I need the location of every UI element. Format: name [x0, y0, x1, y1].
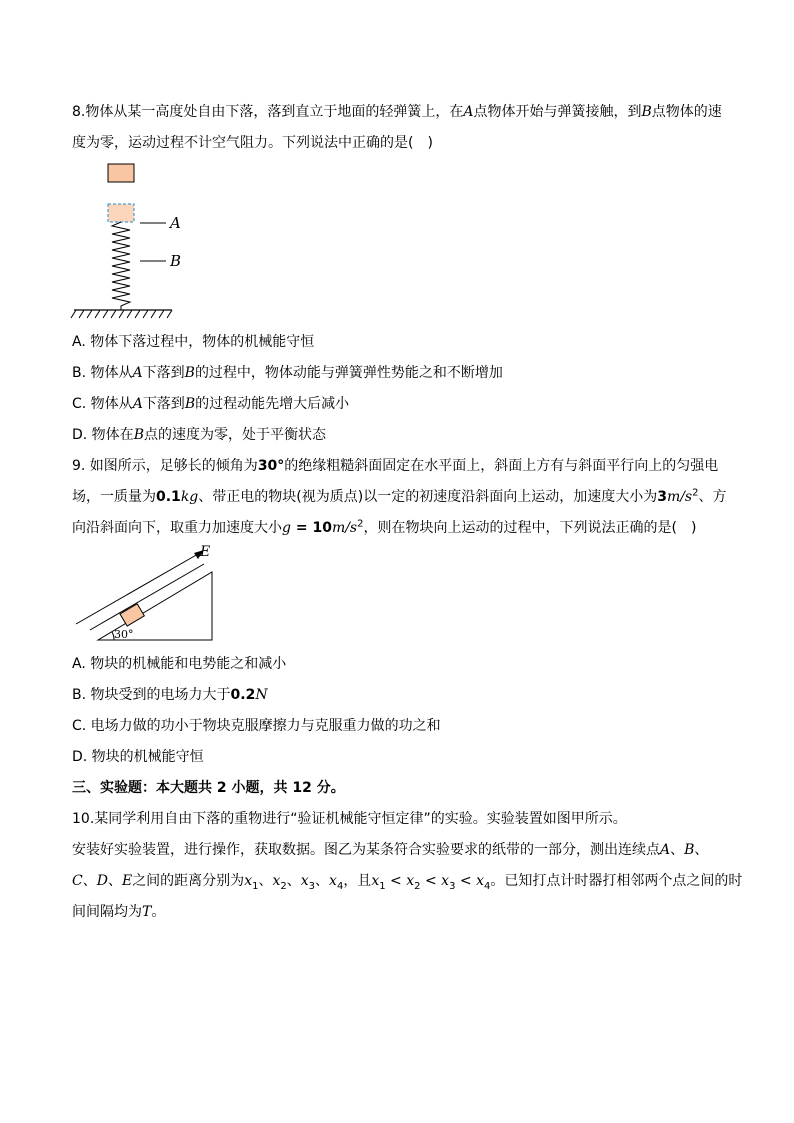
label-angle: 30°	[114, 628, 134, 641]
q8-option-b: B. 物体从A下落到B的过程中，物体动能与弹簧弹性势能之和不断增加	[72, 365, 503, 381]
q9-stem-line-3: 向沿斜面向下，取重力加速度大小$g = 10m/s^2$，则在物块向上运动的过程中，下列说法正确的是( )	[72, 518, 697, 536]
q10-stem-line-1: 10.某同学利用自由下落的重物进行“验证机械能守恒定律”的实验。实验装置如图甲所示。	[72, 811, 627, 827]
label-E: E	[200, 544, 211, 560]
q9-stem-line-1: 9. 如图所示，足够长的倾角为30°的绝缘粗糙斜面固定在水平面上，斜面上方有与斜面平行向上的匀强电	[72, 458, 719, 474]
label-A: A	[170, 214, 181, 232]
q8-option-c: C. 物体从A下落到B的过程动能先增大后减小	[72, 396, 350, 412]
q9-option-d: D. 物块的机械能守恒	[72, 749, 204, 765]
q9-option-b: B. 物块受到的电场力大于0.2N	[72, 687, 268, 703]
q9-option-c: C. 电场力做的功小于物块克服摩擦力与克服重力做的功之和	[72, 718, 441, 734]
section-3-heading: 三、实验题：本大题共 2 小题，共 12 分。	[72, 780, 345, 796]
q8-stem-line-2: 度为零，运动过程不计空气阻力。下列说法中正确的是( )	[72, 135, 433, 151]
q10-stem-line-2: 安装好实验装置，进行操作，获取数据。图乙为某条符合实验要求的纸带的一部分，测出连续点A、B、	[72, 842, 709, 858]
field-line-2	[90, 564, 204, 630]
contact-block-dashed	[108, 204, 134, 222]
ground-hatch	[71, 310, 172, 318]
q9-option-a: A. 物块的机械能和电势能之和减小	[72, 656, 287, 672]
spring-coil	[112, 222, 130, 310]
label-B: B	[170, 252, 182, 270]
q8-option-a: A. 物体下落过程中，物体的机械能守恒	[72, 334, 315, 350]
q8-option-d: D. 物体在B点的速度为零，处于平衡状态	[72, 427, 326, 443]
spring-figure	[60, 158, 210, 328]
falling-block	[108, 164, 134, 182]
q10-stem-line-4: 间间隔均为T。	[72, 904, 166, 920]
q9-stem-line-2: 场，一质量为0.1kg、带正电的物块(视为质点)以一定的初速度沿斜面向上运动，加速度大小为$3m/s^2$、方	[72, 487, 727, 505]
charged-block	[120, 604, 144, 626]
q10-stem-line-3: C、D、E之间的距离分别为$x_1$、$x_2$、$x_3$、$x_4$，且$x_1 < x_2 < x_3 < x_4$。已知打点计时器打相邻两个点之间的时	[72, 873, 743, 892]
q8-stem-line-1: 8.物体从某一高度处自由下落，落到直立于地面的轻弹簧上，在A点物体开始与弹簧接触，到B点物体的速	[72, 104, 722, 120]
incline-figure	[70, 542, 230, 650]
